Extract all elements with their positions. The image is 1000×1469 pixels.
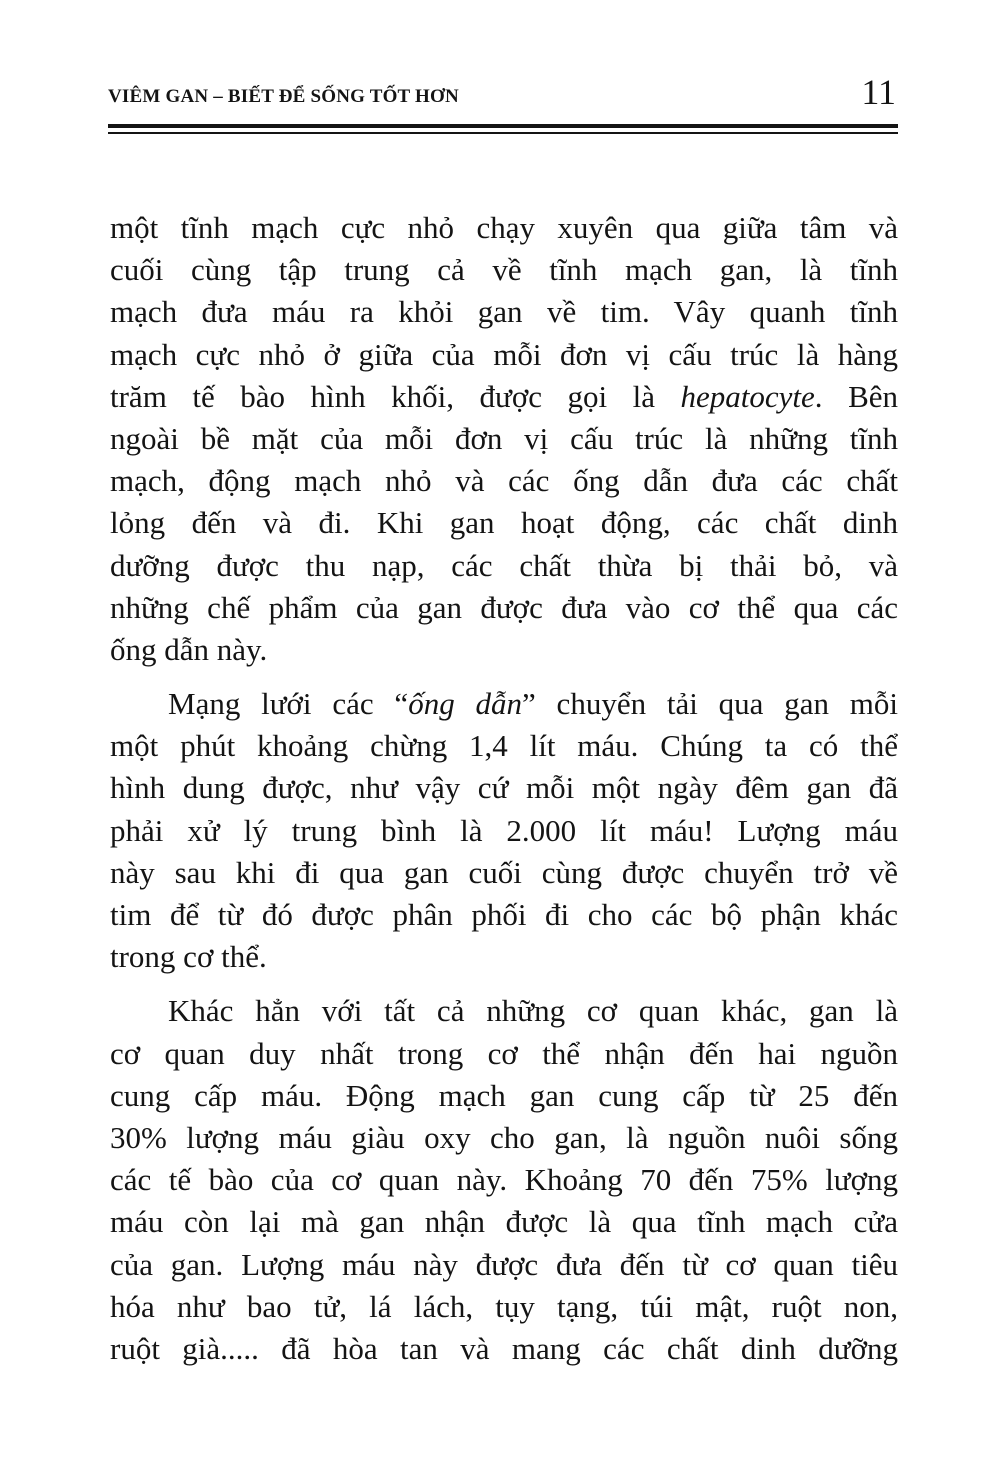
header-rule-thin [108, 132, 898, 134]
text-line: một tĩnh mạch cực nhỏ chạy xuyên qua giữa tâm và [110, 210, 898, 245]
text-line: ruột già..... đã hòa tan và mang các chất dinh dưỡng [110, 1330, 898, 1366]
text-line: ống dẫn này. [110, 631, 268, 667]
text-line: mạch cực nhỏ ở giữa của mỗi đơn vị cấu trúc là hàng [110, 336, 898, 372]
italic-term: hepatocyte [680, 378, 815, 414]
text-line: tim để từ đó được phân phối đi cho các bộ phận khác [110, 897, 898, 932]
text-line: ngoài bề mặt của mỗi đơn vị cấu trúc là những tĩnh [110, 420, 898, 456]
page-number: 11 [861, 72, 896, 112]
paragraph-gap [110, 978, 898, 990]
text-segment: Mạng lưới các “ [168, 686, 409, 722]
text-line: lỏng đến và đi. Khi gan hoạt động, các chất dinh [110, 505, 898, 541]
text-line: một phút khoảng chừng 1,4 lít máu. Chúng ta có thể [110, 728, 898, 764]
running-title: VIÊM GAN – BIẾT ĐỂ SỐNG TỐT HƠN [108, 86, 459, 107]
body-text [110, 207, 898, 1370]
paragraph-gap [110, 671, 898, 683]
text-line: cuối cùng tập trung cả về tĩnh mạch gan, là tĩnh [110, 252, 898, 288]
text-segment: ” chuyển tải qua gan mỗi [522, 686, 899, 722]
header-rule-thick [108, 124, 898, 128]
text-line: dưỡng được thu nạp, các chất thừa bị thải bỏ, và [110, 547, 898, 583]
text-line: cung cấp máu. Động mạch gan cung cấp từ 25 đến [110, 1077, 898, 1113]
text-line: hình dung được, như vậy cứ mỗi một ngày đêm gan đã [110, 770, 898, 806]
text-line: hóa như bao tử, lá lách, tụy tạng, túi mật, ruột non, [110, 1288, 898, 1324]
text-line: mạch đưa máu ra khỏi gan về tim. Vây quanh tĩnh [110, 294, 898, 330]
italic-term: ống dẫn [408, 686, 522, 722]
text-line: các tế bào của cơ quan này. Khoảng 70 đến 75% lượng [110, 1162, 898, 1198]
text-line: cơ quan duy nhất trong cơ thể nhận đến hai nguồn [110, 1035, 898, 1071]
text-line: 30% lượng máu giàu oxy cho gan, là nguồn nuôi sống [110, 1119, 898, 1155]
text-line: Khác hẳn với tất cả những cơ quan khác, gan là [168, 993, 898, 1029]
text-line [110, 376, 898, 418]
text-segment: . Bên [814, 378, 899, 414]
text-line: phải xử lý trung bình là 2.000 lít máu! Lượng máu [110, 812, 898, 848]
text-line: của gan. Lượng máu này được đưa đến từ cơ quan tiêu [110, 1246, 898, 1282]
text-line [110, 683, 898, 725]
text-line: mạch, động mạch nhỏ và các ống dẫn đưa các chất [110, 463, 898, 499]
text-line: trong cơ thể. [110, 939, 267, 975]
text-line: máu còn lại mà gan nhận được là qua tĩnh mạch cửa [110, 1204, 898, 1240]
text-line: những chế phẩm của gan được đưa vào cơ thể qua các [110, 589, 898, 625]
text-line: này sau khi đi qua gan cuối cùng được chuyển trở về [110, 854, 898, 890]
text-segment: trăm tế bào hình khối, được gọi là [110, 378, 655, 414]
